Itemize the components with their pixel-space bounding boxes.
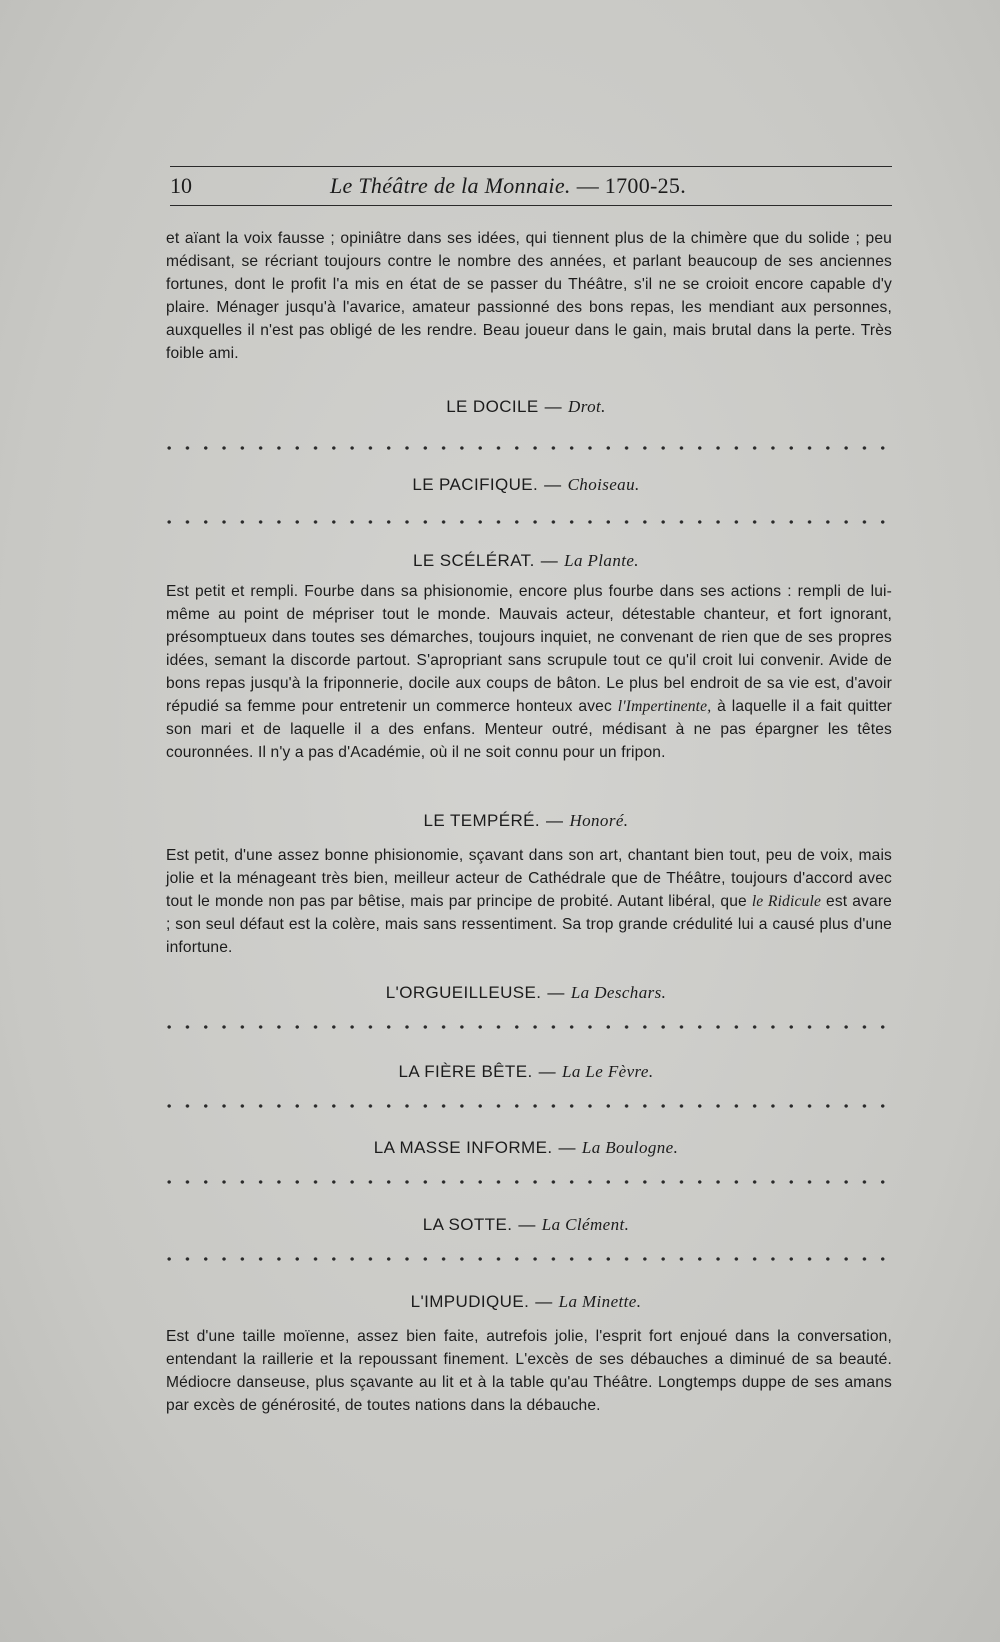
entry-title: L'IMPUDIQUE. xyxy=(410,1292,530,1311)
paragraph-italic: le Ridicule xyxy=(751,893,822,910)
dotted-line xyxy=(160,520,892,524)
entry-heading-pacifique xyxy=(160,475,892,495)
dotted-line xyxy=(160,1025,892,1029)
paragraph-impudique: Est d'une taille moïenne, assez bien faite, autrefois jolie, l'esprit fort enjoué dans la conversation, entendant la raillerie et la repoussant finement. L'excès de ses débauches a diminué de sa beauté. Médiocre danseuse, plus sçavante au lit et à la table qu'au Théâtre. Longtemps duppe de ses amans par excès de générosité, de toutes nations dans la débauche. xyxy=(166,1328,892,1414)
entry-actor: Choiseau. xyxy=(567,475,640,494)
page-number: 10 xyxy=(170,173,192,198)
paragraph-italic: l'Impertinente, xyxy=(617,698,712,715)
header-rule-bottom xyxy=(170,205,892,206)
paragraph-text: est avare ; son seul défaut est la colère, mais sans ressentiment. Sa trop grande crédulité lui a causé plus d'une infortune. xyxy=(166,893,892,956)
entry-dash: — xyxy=(538,1062,556,1081)
entry-title: LA FIÈRE BÊTE. xyxy=(398,1062,533,1081)
running-title-text: Le Théâtre de la Monnaie. xyxy=(330,173,571,198)
entry-dash: — xyxy=(558,1138,576,1157)
entry-dash: — xyxy=(546,811,564,830)
paragraph-scelerat xyxy=(166,580,892,764)
dotted-line xyxy=(160,1104,892,1108)
entry-heading-tempere xyxy=(160,811,892,831)
entry-heading-masse-informe xyxy=(160,1138,892,1158)
paragraph-continuation: et aïant la voix fausse ; opiniâtre dans ses idées, qui tiennent plus de la chimère que du solide ; peu médisant, se récriant toujours contre le nombre des années, et parlant beaucoup de ses anciennes fortunes, dont le profit l'a mis en état de se passer du Théâtre, s'il ne se croioit encore capable d'y plaire. Ménager jusqu'à l'avarice, amateur passionné des bons repas, les mendiant aux personnes, auxquelles il n'est pas obligé de les rendre. Beau joueur dans le gain, mais brutal dans la perte. Très foible ami. xyxy=(166,230,892,362)
entry-actor: La Boulogne. xyxy=(581,1138,679,1157)
entry-title: LE PACIFIQUE. xyxy=(412,475,539,494)
entry-dash: — xyxy=(544,475,562,494)
entry-title: LA MASSE INFORME. xyxy=(373,1138,553,1157)
entry-heading-scelerat xyxy=(160,551,892,571)
paragraph-text: Est petit et rempli. Fourbe dans sa phisionomie, encore plus fourbe dans ses actions : rempli de lui-même au point de mépriser tout le monde. Mauvais acteur, détestable chanteur, et fort ignorant, présomptueux dans toutes ses démarches, toujours inquiet, ne convenant de rien que de ses propres idées, semant la discorde partout. S'apropriant sans scrupule tout ce qu'il croit lui convenir. Avide de bons repas jusqu'à la friponnerie, docile aux coups de bâton. Le plus bel endroit de sa vie est, d'avoir répudié sa femme pour entretenir un commerce honteux avec xyxy=(166,583,892,715)
entry-title: LE DOCILE xyxy=(446,397,539,416)
entry-heading-sotte xyxy=(160,1215,892,1235)
entry-dash: — xyxy=(547,983,565,1002)
entry-dash: — xyxy=(540,551,559,570)
entry-dash: — xyxy=(535,1292,553,1311)
entry-actor: La Le Fèvre. xyxy=(561,1062,654,1081)
entry-heading-orgueilleuse xyxy=(160,983,892,1003)
dotted-line xyxy=(160,1180,892,1184)
dotted-line xyxy=(160,1257,892,1261)
entry-actor: La Plante. xyxy=(564,551,639,570)
entry-actor: La Clément. xyxy=(541,1215,630,1234)
running-title-dates: — 1700-25. xyxy=(576,173,687,198)
entry-dash: — xyxy=(544,397,563,416)
entry-actor: La Minette. xyxy=(558,1292,642,1311)
paragraph-text: Est petit, d'une assez bonne phisionomie, sçavant dans son art, chantant bien tout, peu de voix, mais jolie et la ménageant très bien, meilleur acteur de Cathédrale que de Théâtre, toujours d'accord avec tout le monde non pas par bêtise, mais par principe de probité. Autant libéral, que xyxy=(166,847,892,910)
entry-dash: — xyxy=(518,1215,536,1234)
entry-title: LE TEMPÉRÉ. xyxy=(423,811,541,830)
entry-heading-fiere-bete xyxy=(160,1062,892,1082)
entry-title: LE SCÉLÉRAT. xyxy=(413,551,535,570)
dotted-line xyxy=(160,446,892,450)
entry-heading-docile xyxy=(160,397,892,417)
entry-actor: La Deschars. xyxy=(570,983,667,1002)
entry-actor: Drot. xyxy=(568,397,606,416)
paragraph-tempere xyxy=(166,844,892,959)
entry-actor: Honoré. xyxy=(569,811,629,830)
entry-title: L'ORGUEILLEUSE. xyxy=(385,983,542,1002)
header-rule-top xyxy=(170,166,892,167)
running-title xyxy=(330,173,686,199)
paragraph-text: à laquelle il a fait quitter son mari et de laquelle il a des enfans. Menteur outré, médisant à ne pas épargner les têtes couronnées. Il n'y a pas d'Académie, où il ne soit connu pour un fripon. xyxy=(166,698,892,761)
entry-title: LA SOTTE. xyxy=(422,1215,513,1234)
entry-heading-impudique xyxy=(160,1292,892,1312)
